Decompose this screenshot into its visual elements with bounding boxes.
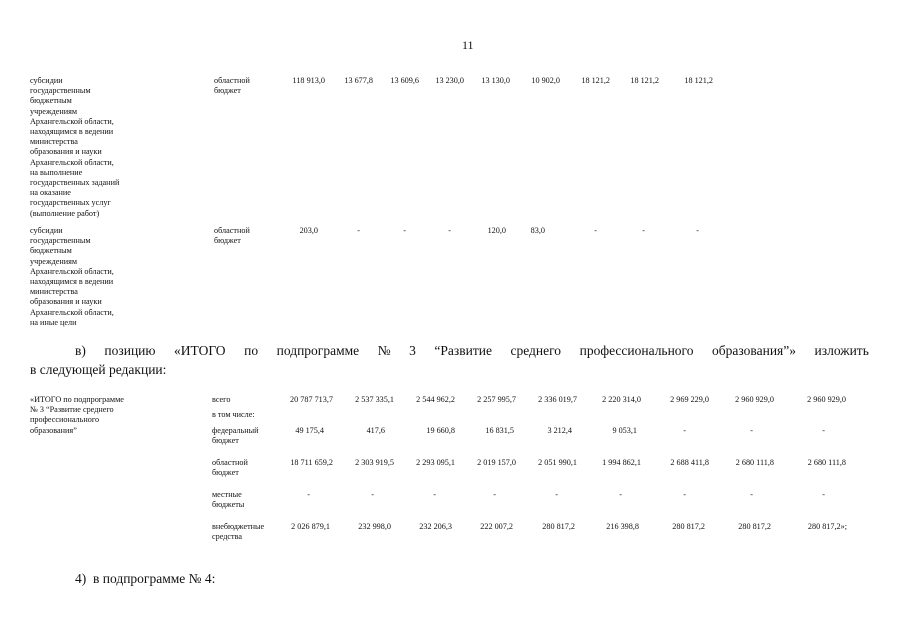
table-cell: 2 537 335,1: [355, 395, 394, 404]
paragraph-b-line1: [75, 342, 869, 359]
table-cell: 2 293 095,1: [416, 458, 455, 467]
word: изложить: [814, 343, 869, 358]
table-cell: 18 121,2: [581, 76, 610, 85]
table-cell: 2 220 314,0: [602, 395, 641, 404]
table-cell: -: [696, 226, 699, 235]
word: №: [377, 343, 391, 358]
table-cell: 280 817,2: [542, 522, 575, 531]
table-cell: 9 053,1: [612, 426, 637, 435]
table-cell: -: [822, 426, 825, 435]
table-cell: -: [683, 490, 686, 499]
table-cell: 2 303 919,5: [355, 458, 394, 467]
table-cell: -: [750, 490, 753, 499]
word: образования”»: [712, 343, 796, 358]
table-cell: 2 969 229,0: [670, 395, 709, 404]
row-source: областной бюджет: [214, 76, 250, 96]
table-cell: -: [642, 226, 645, 235]
table-cell: 19 660,8: [426, 426, 455, 435]
table-cell: 2 257 995,7: [477, 395, 516, 404]
row-source: местные бюджеты: [212, 490, 245, 510]
word: подпрограмме: [276, 343, 360, 358]
row-source: внебюджетные средства: [212, 522, 265, 542]
table-cell: 18 121,2: [630, 76, 659, 85]
word: среднего: [510, 343, 562, 358]
page-number: 11: [462, 38, 474, 52]
table-cell: 2 688 411,8: [670, 458, 709, 467]
table-cell: -: [357, 226, 360, 235]
table-cell: 2 051 990,1: [538, 458, 577, 467]
paragraph-b-line2: в следующей редакции:: [30, 362, 167, 377]
row-source: в том числе:: [212, 410, 255, 419]
table-cell: 120,0: [487, 226, 506, 235]
row-source: федеральный бюджет: [212, 426, 259, 446]
table-cell: 83,0: [530, 226, 545, 235]
word: в): [75, 343, 86, 358]
table-cell: 16 831,5: [485, 426, 514, 435]
table-cell: -: [371, 490, 374, 499]
table-cell: 2 960 929,0: [807, 395, 846, 404]
table-cell: 13 230,0: [435, 76, 464, 85]
word: по: [244, 343, 259, 358]
table-cell: -: [448, 226, 451, 235]
row-source: областной бюджет: [212, 458, 248, 478]
table-cell: 18 121,2: [684, 76, 713, 85]
table-cell: 2 960 929,0: [735, 395, 774, 404]
table-cell: 216 398,8: [606, 522, 639, 531]
table-cell: 2 544 962,2: [416, 395, 455, 404]
table-cell: 13 609,6: [390, 76, 419, 85]
table-cell: 232 998,0: [358, 522, 391, 531]
table-cell: 2 680 111,8: [807, 458, 846, 467]
table-cell: -: [619, 490, 622, 499]
table-cell: 13 130,0: [481, 76, 510, 85]
table-cell: 118 913,0: [292, 76, 325, 85]
table-cell: 18 711 659,2: [290, 458, 333, 467]
word: “Развитие: [434, 343, 492, 358]
table-cell: -: [594, 226, 597, 235]
table-cell: 2 026 879,1: [291, 522, 330, 531]
row-description: субсидии государственным бюджетным учреждениям Архангельской области, находящимся в ведении министерства образования и науки Архангельской области, на выполнение государственных заданий на оказание государственных услуг (выполнение работ): [30, 76, 120, 218]
table-cell: -: [683, 426, 686, 435]
table-cell: 1 994 862,1: [602, 458, 641, 467]
table-cell: 232 206,3: [419, 522, 452, 531]
table-cell: -: [403, 226, 406, 235]
table-cell: 417,6: [366, 426, 385, 435]
word: позицию: [104, 343, 156, 358]
table-cell: 20 787 713,7: [290, 395, 333, 404]
table-cell: 2 019 157,0: [477, 458, 516, 467]
table-cell: -: [307, 490, 310, 499]
table-cell: 3 212,4: [547, 426, 572, 435]
row-source: всего: [212, 395, 231, 404]
row-description: субсидии государственным бюджетным учреждениям Архангельской области, находящимся в ведении министерства образования и науки Архангельской области, на иные цели: [30, 226, 114, 327]
table-cell: 13 677,8: [344, 76, 373, 85]
table-cell: 280 817,2»;: [807, 522, 847, 531]
table-cell: 280 817,2: [672, 522, 705, 531]
table-cell: 280 817,2: [738, 522, 771, 531]
word: «ИТОГО: [174, 343, 226, 358]
table-cell: 2 680 111,8: [735, 458, 774, 467]
table-cell: -: [750, 426, 753, 435]
table-cell: 49 175,4: [295, 426, 324, 435]
table-cell: 2 336 019,7: [538, 395, 577, 404]
word: 3: [409, 343, 416, 358]
table-cell: 222 007,2: [480, 522, 513, 531]
table-cell: -: [433, 490, 436, 499]
table-cell: 10 902,0: [531, 76, 560, 85]
row-source: областной бюджет: [214, 226, 250, 246]
paragraph-b: [75, 342, 869, 359]
word: профессионального: [579, 343, 694, 358]
paragraph-4: 4) в подпрограмме № 4:: [75, 571, 216, 586]
table-cell: 203,0: [299, 226, 318, 235]
table2-label: «ИТОГО по подпрограмме № 3 “Развитие среднего профессионального образования”: [30, 395, 124, 435]
table-cell: -: [555, 490, 558, 499]
table-cell: -: [493, 490, 496, 499]
table-cell: -: [822, 490, 825, 499]
